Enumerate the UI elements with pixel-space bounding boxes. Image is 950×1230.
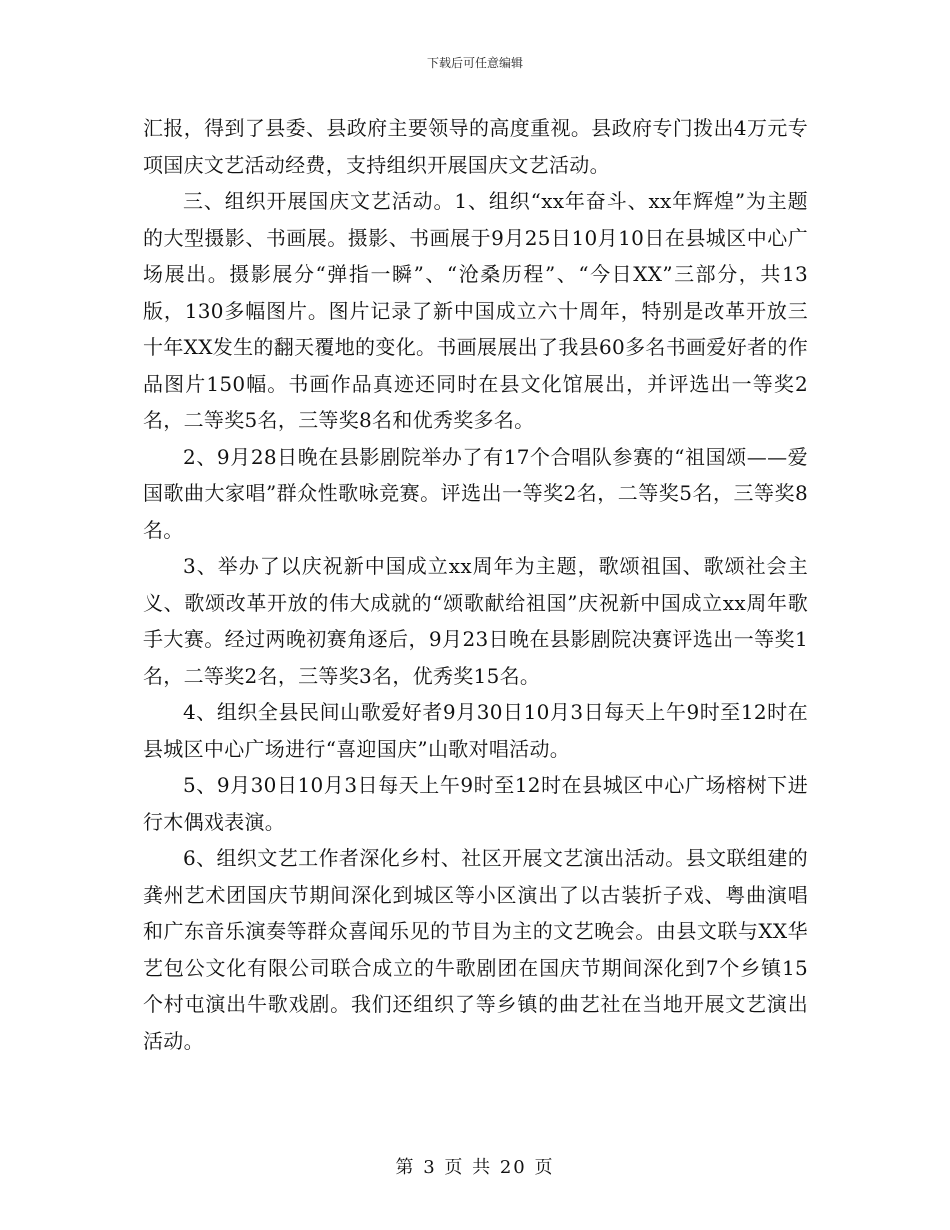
document-body — [143, 110, 808, 1059]
page-number: 第 3 页 共 20 页 — [395, 1157, 555, 1178]
paragraph-continuation: 汇报，得到了县委、县政府主要领导的高度重视。县政府专门拨出4万元专项国庆文艺活动经费，支持组织开展国庆文艺活动。 — [143, 116, 808, 177]
paragraph-item-3: 3、举办了以庆祝新中国成立xx周年为主题，歌颂祖国、歌颂社会主义、歌颂改革开放的伟大成就的“颂歌献给祖国”庆祝新中国成立xx周年歌手大赛。经过两晚初赛角逐后，9月23日晚在县影剧院决赛评选出一等奖1名，二等奖2名，三等奖3名，优秀奖15名。 — [143, 554, 808, 688]
paragraph-item-5: 5、9月30日10月3日每天上午9时至12时在县城区中心广场榕树下进行木偶戏表演。 — [143, 773, 808, 834]
paragraph-item-4: 4、组织全县民间山歌爱好者9月30日10月3日每天上午9时至12时在县城区中心广场进行“喜迎国庆”山歌对唱活动。 — [143, 700, 808, 761]
paragraph-item-6: 6、组织文艺工作者深化乡村、社区开展文艺演出活动。县文联组建的龚州艺术团国庆节期间深化到城区等小区演出了以古装折子戏、粤曲演唱和广东音乐演奏等群众喜闻乐见的节目为主的文艺晚会。由县文联与XX华艺包公文化有限公司联合成立的牛歌剧团在国庆节期间深化到7个乡镇15个村屯演出牛歌戏剧。我们还组织了等乡镇的曲艺社在当地开展文艺演出活动。 — [143, 846, 808, 1053]
page-header: 下载后可任意编辑 — [426, 56, 523, 70]
paragraph-section-three: 三、组织开展国庆文艺活动。1、组织“xx年奋斗、xx年辉煌”为主题的大型摄影、书画展。摄影、书画展于9月25日10月10日在县城区中心广场展出。摄影展分“弹指一瞬”、“沧桑历程”、“今日XX”三部分，共13版，130多幅图片。图片记录了新中国成立六十周年，特别是改革开放三十年XX发生的翻天覆地的变化。书画展展出了我县60多名书画爱好者的作品图片150幅。书画作品真迹还同时在县文化馆展出，并评选出一等奖2名，二等奖5名，三等奖8名和优秀奖多名。 — [143, 189, 808, 432]
paragraph-item-2: 2、9月28日晚在县影剧院举办了有17个合唱队参赛的“祖国颂——爱国歌曲大家唱”群众性歌咏竞赛。评选出一等奖2名，二等奖5名，三等奖8名。 — [143, 444, 808, 542]
